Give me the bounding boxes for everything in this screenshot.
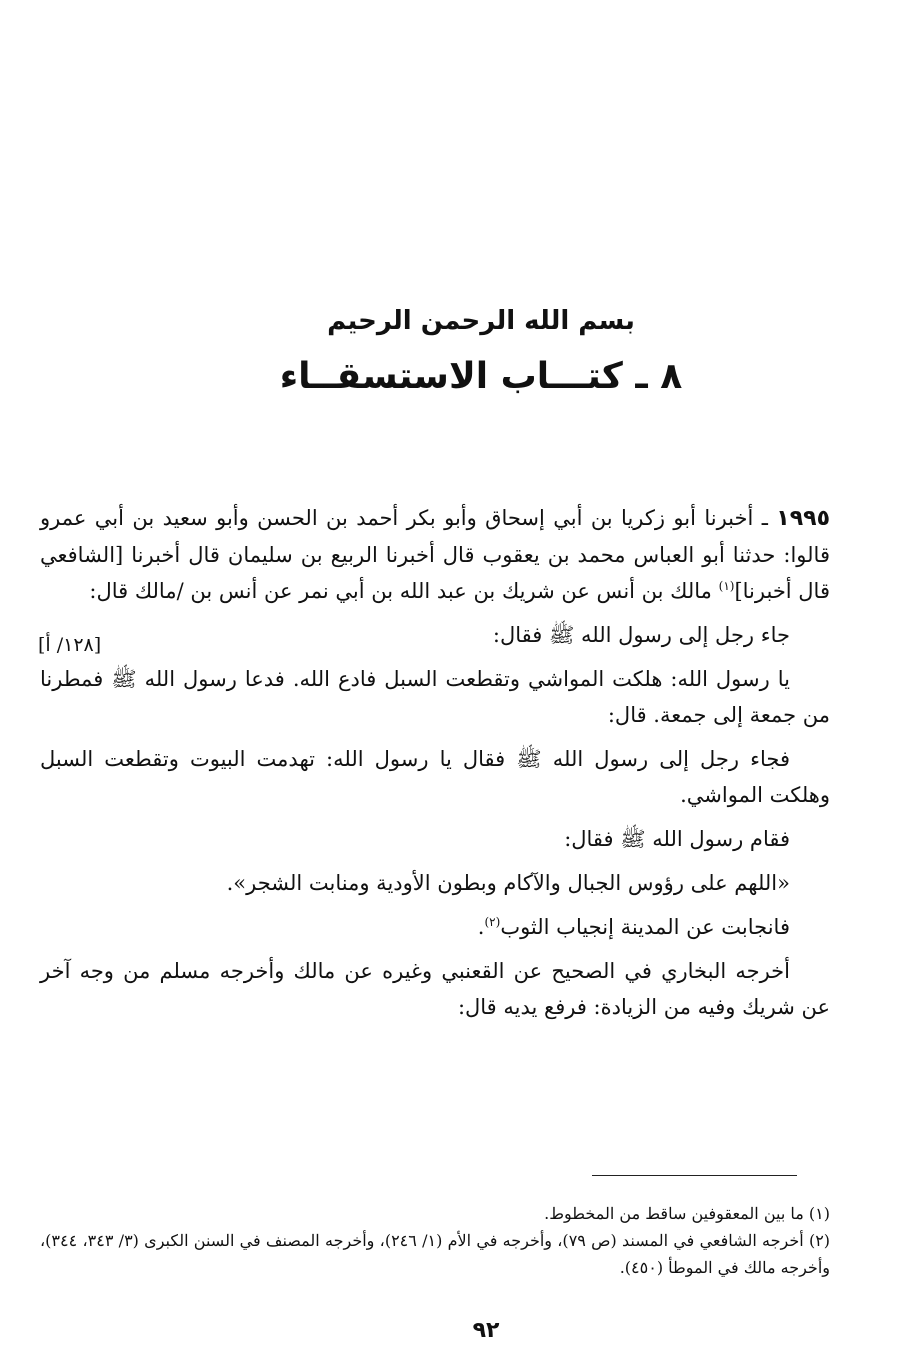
footnotes — [40, 1200, 830, 1281]
footnote-ref-2: (٢) — [484, 915, 501, 929]
basmala-heading: بسم الله الرحمن الرحيم — [327, 306, 635, 336]
paragraph: يا رسول الله: هلكت المواشي وتقطعت السبل فادع الله. فدعا رسول الله ﷺ فمطرنا من جمعة إلى جمعة. قال: — [40, 667, 830, 727]
closing-paragraph: أخرجه البخاري في الصحيح عن القعنبي وغيره عن مالك وأخرجه مسلم من وجه آخر عن شريك وفيه من الزيادة: فرفع يديه قال: — [40, 959, 830, 1019]
paragraph: جاء رجل إلى رسول الله ﷺ فقال: — [492, 623, 790, 647]
footnote-2: (٢) أخرجه الشافعي في المسند (ص ٧٩)، وأخرجه في الأم (١/ ٢٤٦)، وأخرجه المصنف في السنن الكبرى (٣/ ٣٤٣، ٣٤٤)، وأخرجه مالك في الموطأ (٤٥٠). — [40, 1231, 831, 1277]
isnad-text-b: مالك بن أنس عن شريك بن عبد الله بن أبي نمر عن أنس بن /مالك قال: — [89, 579, 712, 603]
main-text — [40, 500, 830, 1033]
last-line-text: فانجابت عن المدينة إنجياب الثوب — [500, 915, 790, 939]
paragraph-last-line — [40, 909, 830, 945]
paragraph: فقام رسول الله ﷺ فقال: — [564, 827, 790, 851]
hadith-number: ١٩٩٥ — [776, 506, 830, 531]
paragraph: فجاء رجل إلى رسول الله ﷺ فقال يا رسول الله: تهدمت البيوت وتقطعت السبل وهلكت المواشي. — [40, 747, 830, 807]
last-line-end: . — [477, 915, 485, 939]
hadith-isnad — [40, 500, 830, 609]
paragraph: «اللهم على رؤوس الجبال والآكام وبطون الأودية ومنابت الشجر». — [226, 871, 790, 895]
page-number: ٩٢ — [472, 1318, 500, 1343]
footnote-1: (١) ما بين المعقوفين ساقط من المخطوط. — [544, 1204, 830, 1223]
footnote-ref-1: (١) — [718, 579, 735, 593]
book-title: ٨ ـ كتـــاب الاستسقــاء — [279, 356, 683, 397]
footnote-divider — [592, 1175, 797, 1176]
isnad-text-a: ـ أخبرنا أبو زكريا بن أبي إسحاق وأبو بكر أحمد بن الحسن وأبو سعيد بن أبي عمرو قالوا: حدثنا أبو العباس محمد بن يعقوب قال أخبرنا الربيع بن سليمان قال أخبرنا [الشافعي قال أخبرنا] — [40, 506, 830, 603]
manuscript-folio-note: [١٢٨/ أ] — [38, 634, 102, 656]
